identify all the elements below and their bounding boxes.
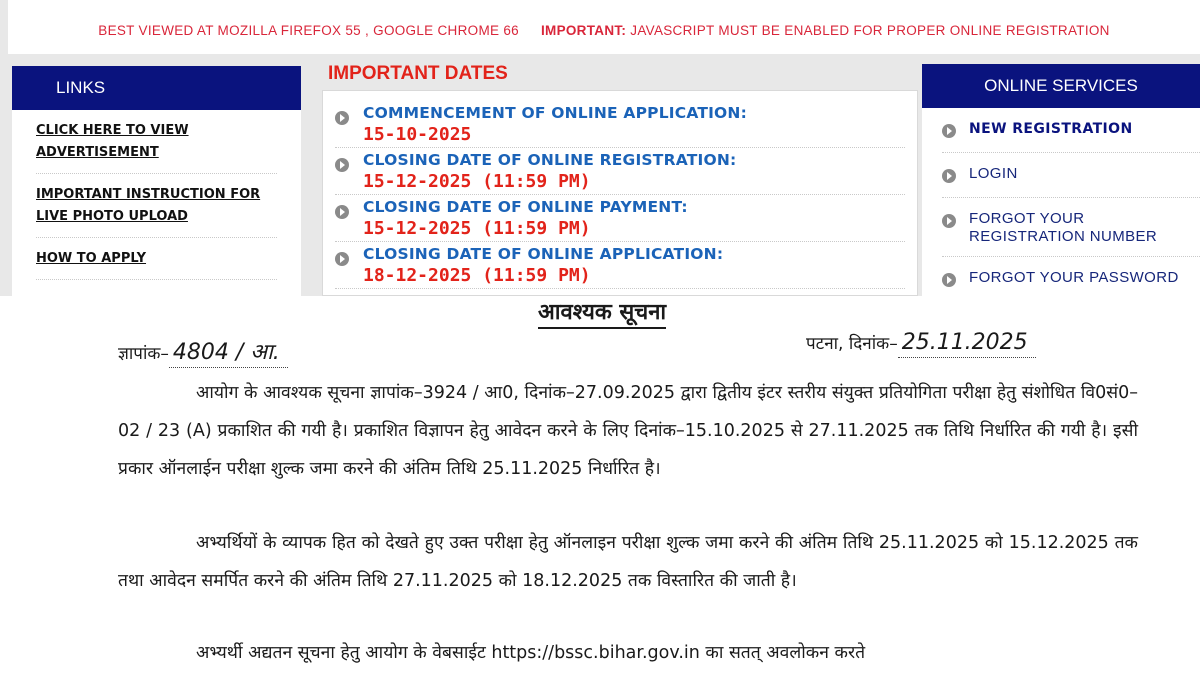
reference-label: ज्ञापांक– [118, 344, 169, 364]
arrow-bullet-icon [942, 273, 956, 287]
date-label: COMMENCEMENT OF ONLINE APPLICATION: [363, 104, 748, 122]
important-dates-list [322, 90, 918, 296]
links-panel [12, 66, 301, 296]
website-screenshot [0, 0, 1200, 296]
links-panel-title: LINKS [12, 66, 301, 110]
forgot-password-item[interactable] [942, 257, 1200, 296]
new-registration-link[interactable]: NEW REGISTRATION [969, 121, 1133, 137]
forgot-registration-number-link[interactable]: FORGOT YOUR REGISTRATION NUMBER [969, 210, 1158, 245]
online-services-title: ONLINE SERVICES [922, 64, 1200, 108]
paragraph-text: अभ्यर्थियों के व्यापक हित को देखते हुए उक्त परीक्षा हेतु ऑनलाइन परीक्षा शुल्क जमा करने की अंतिम तिथि 25.11.2025 को 15.12.2025 तक तथा आवेदन समर्पित करने की अंतिम तिथि 27.11.2025 को 18.12.2025 तक विस्तारित की जाती है। [118, 533, 1138, 591]
date-label-patna: पटना, दिनांक– [806, 334, 898, 354]
login-link[interactable]: LOGIN [969, 165, 1018, 182]
date-value: 18-12-2025 (11:59 PM) [363, 265, 591, 286]
date-label: CLOSING DATE OF ONLINE APPLICATION: [363, 245, 724, 263]
login-item[interactable] [942, 153, 1200, 198]
notice-date [806, 330, 1036, 355]
forgot-registration-number-item[interactable] [942, 198, 1200, 257]
important-label: IMPORTANT: [540, 23, 627, 38]
date-value: 15-10-2025 [363, 124, 472, 145]
how-to-apply-link[interactable]: HOW TO APPLY [36, 251, 147, 266]
important-text: JAVASCRIPT MUST BE ENABLED FOR PROPER ONLINE REGISTRATION [626, 23, 1110, 38]
reference-number-handwritten: 4804 / आ. [169, 340, 288, 368]
browser-notice-banner [8, 0, 1200, 54]
new-registration-item[interactable] [942, 108, 1200, 153]
online-services-list [922, 108, 1200, 296]
forgot-password-link[interactable]: FORGOT YOUR PASSWORD [969, 269, 1179, 286]
date-row [335, 242, 905, 289]
date-handwritten: 25.11.2025 [898, 330, 1036, 358]
arrow-bullet-icon [942, 124, 956, 138]
paragraph-text: आयोग के आवश्यक सूचना ज्ञापांक–3924 / आ0, दिनांक–27.09.2025 द्वारा द्वितीय इंटर स्तरीय संयुक्त प्रतियोगिता परीक्षा हेतु संशोधित वि0सं0–02 / 23 (A) प्रकाशित की गयी है। प्रकाशित विज्ञापन हेतु आवेदन करने के लिए दिनांक–15.10.2025 से 27.11.2025 तक तिथि निर्धारित की गयी है। इसी प्रकार ऑनलाईन परीक्षा शुल्क जमा करने की अंतिम तिथि 25.11.2025 निर्धारित है। [118, 383, 1138, 479]
date-row [335, 101, 905, 148]
date-value: 15-12-2025 (11:59 PM) [363, 171, 591, 192]
important-dates-title: IMPORTANT DATES [328, 63, 508, 84]
view-advertisement-link[interactable]: CLICK HERE TO VIEW ADVERTISEMENT [36, 123, 189, 160]
links-list [12, 110, 301, 280]
important-dates-panel [322, 58, 918, 296]
browser-note: BEST VIEWED AT MOZILLA FIREFOX 55 , GOOGLE CHROME 66 [98, 23, 519, 38]
date-label: CLOSING DATE OF ONLINE PAYMENT: [363, 198, 688, 216]
link-item-photo-upload-instruction [36, 174, 277, 238]
notice-reference [118, 336, 288, 366]
date-label: CLOSING DATE OF ONLINE REGISTRATION: [363, 151, 737, 169]
arrow-bullet-icon [335, 252, 349, 266]
date-row [335, 148, 905, 195]
notice-paragraph-partial [118, 634, 1138, 672]
arrow-bullet-icon [335, 111, 349, 125]
online-services-panel [922, 64, 1200, 296]
notice-paragraph [118, 524, 1138, 600]
paragraph-text: अभ्यर्थी अद्यतन सूचना हेतु आयोग के वेबसाईट https://bssc.bihar.gov.in का सतत् अवलोकन करते [196, 643, 866, 663]
link-item-view-advertisement [36, 110, 277, 174]
arrow-bullet-icon [942, 214, 956, 228]
date-value: 15-12-2025 (11:59 PM) [363, 218, 591, 239]
arrow-bullet-icon [942, 169, 956, 183]
photo-upload-instruction-link[interactable]: IMPORTANT INSTRUCTION FOR LIVE PHOTO UPLOAD [36, 187, 261, 224]
date-row [335, 195, 905, 242]
notice-heading: आवश्यक सूचना [538, 296, 666, 329]
scanned-notice [0, 296, 1200, 675]
notice-paragraph [118, 374, 1138, 488]
arrow-bullet-icon [335, 158, 349, 172]
arrow-bullet-icon [335, 205, 349, 219]
link-item-how-to-apply [36, 238, 277, 280]
